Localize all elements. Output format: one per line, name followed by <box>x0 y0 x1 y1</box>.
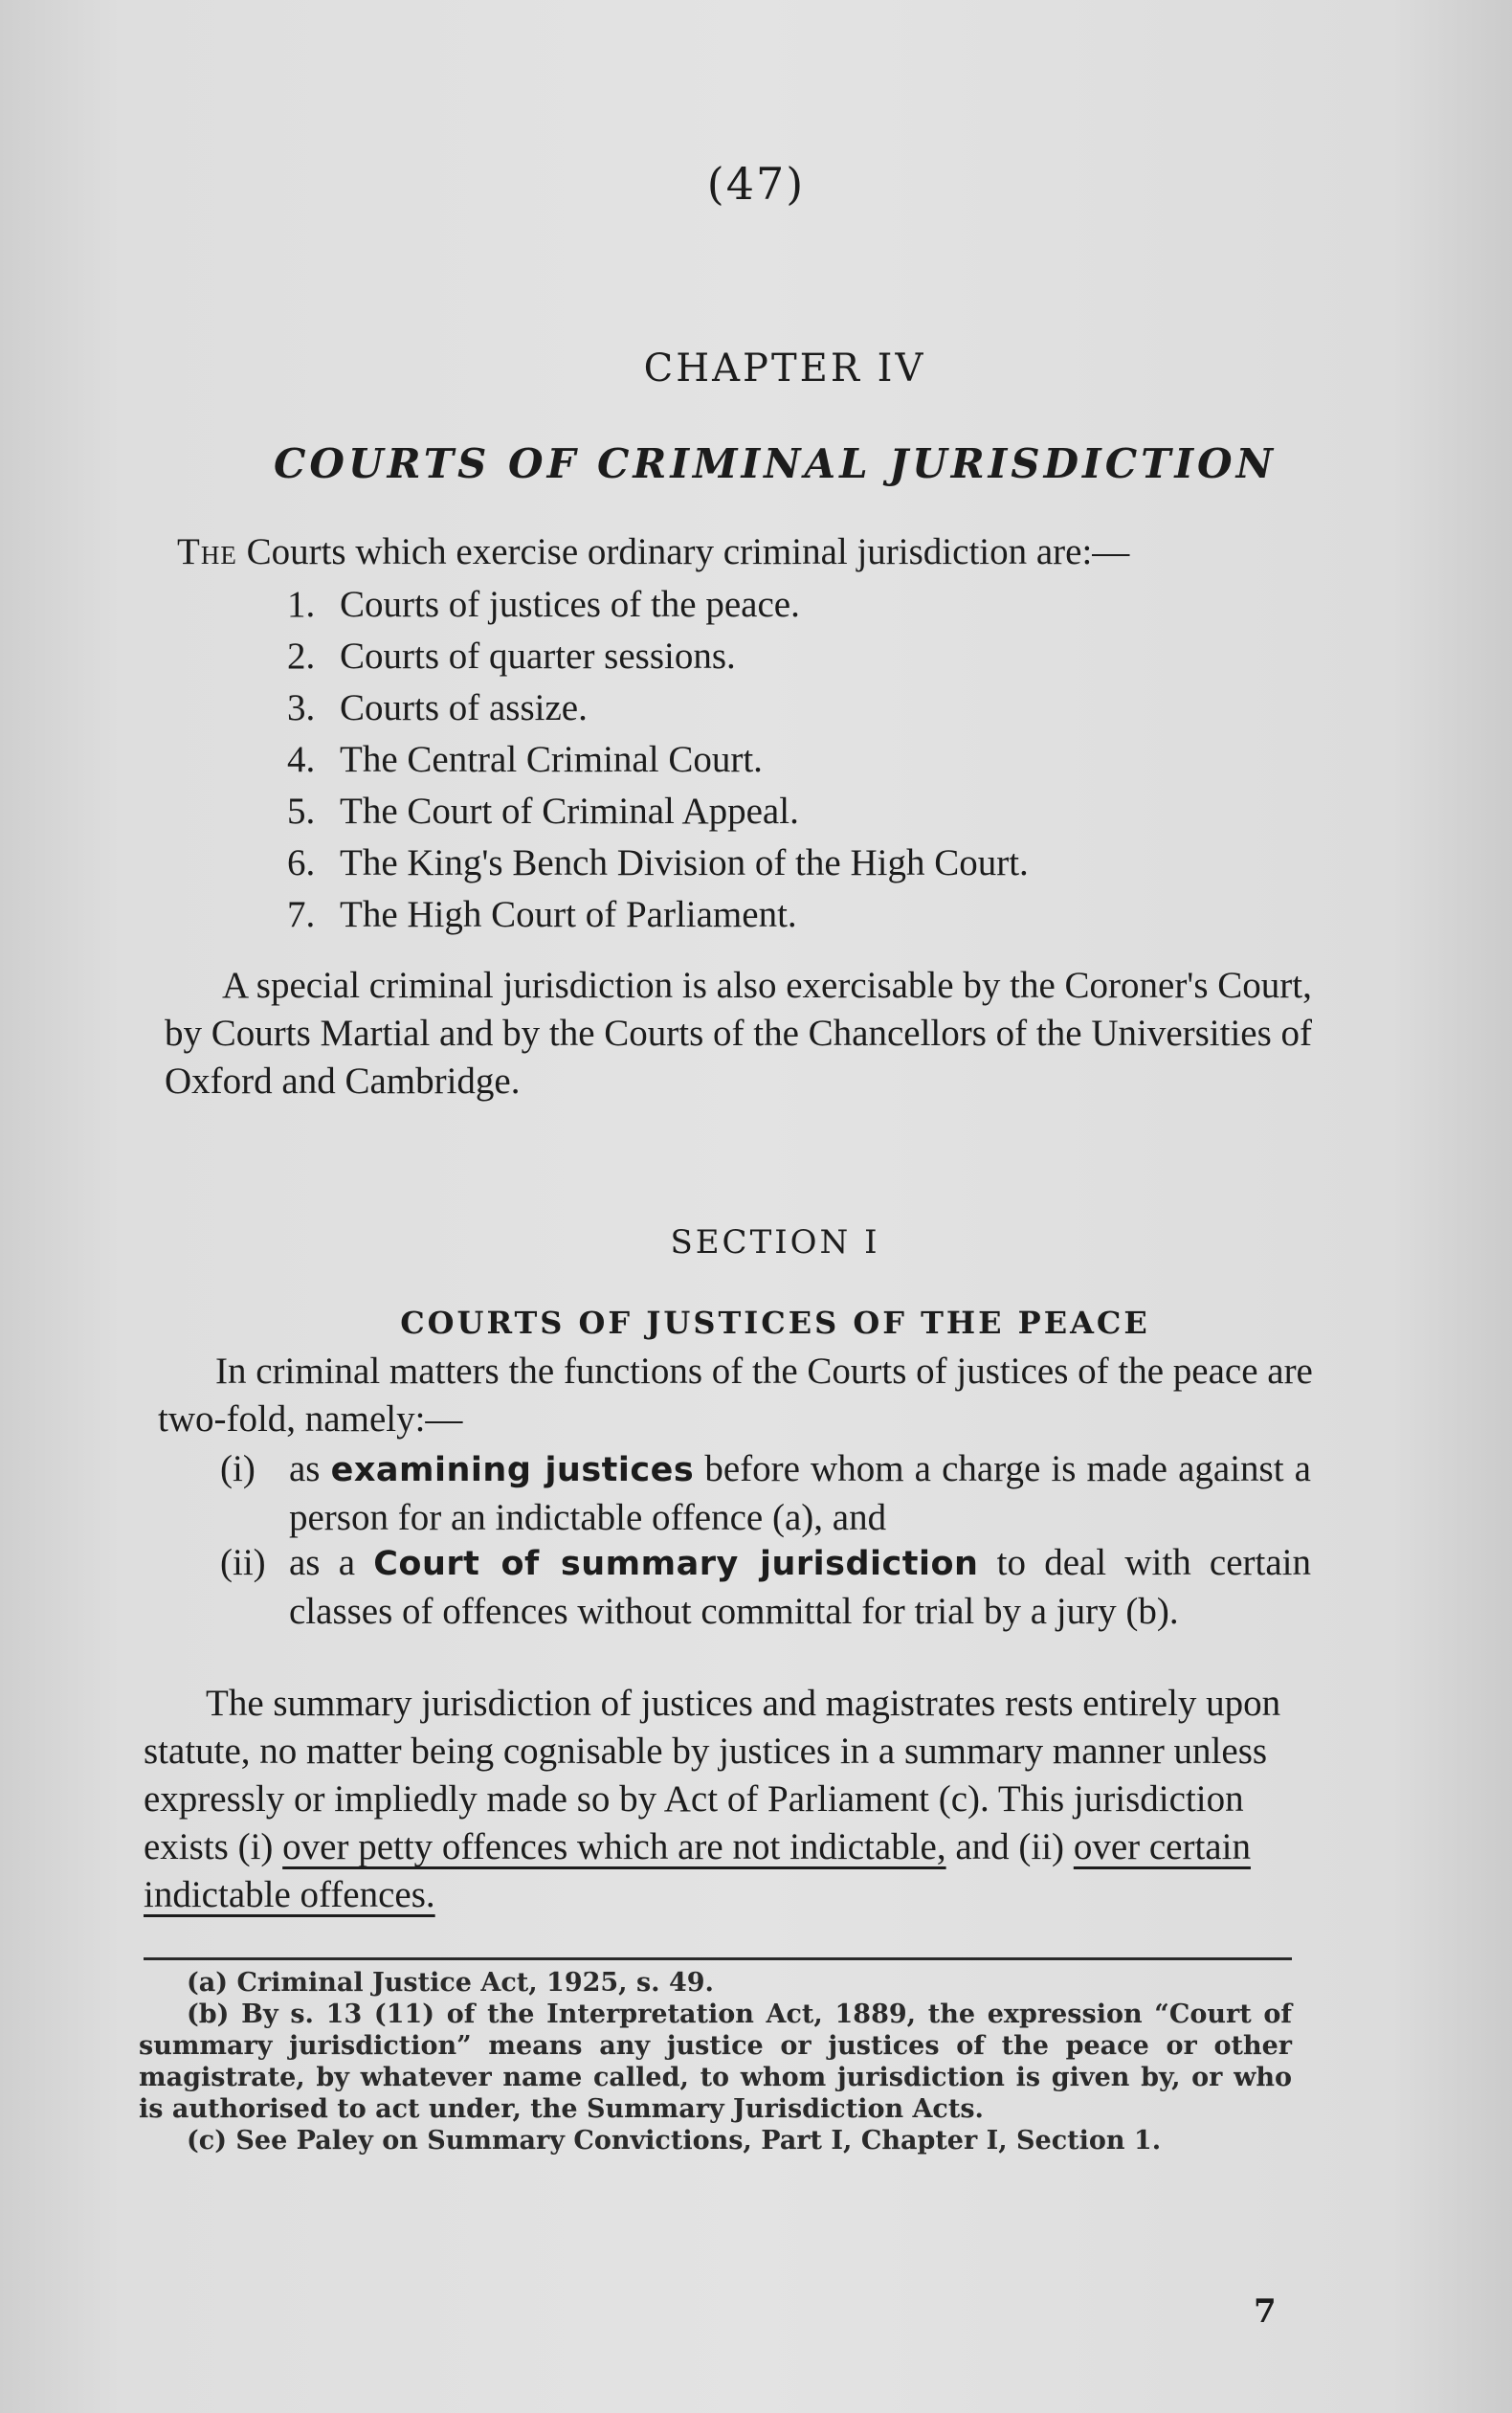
chapter-heading: CHAPTER IV <box>643 346 926 391</box>
list-item <box>287 682 1244 734</box>
function-pre: as a <box>289 1542 374 1583</box>
function-item <box>220 1445 1311 1542</box>
list-item <box>287 786 1244 838</box>
function-item <box>220 1539 1311 1636</box>
intro-text: Courts which exercise ordinary criminal jurisdiction are:— <box>236 531 1130 572</box>
list-item-text: Courts of justices of the peace. <box>340 584 800 625</box>
list-item-number: 2. <box>287 636 316 677</box>
footnote: (c) See Paley on Summary Convictions, Part I, Chapter I, Section 1. <box>187 2126 1162 2156</box>
list-item-text: The Court of Criminal Appeal. <box>340 791 799 832</box>
list-item-text: The King's Bench Division of the High Court. <box>340 842 1029 883</box>
signature-mark: 7 <box>1254 2292 1277 2331</box>
list-item-text: Courts of quarter sessions. <box>340 636 736 677</box>
list-item <box>287 734 1244 786</box>
list-item <box>287 889 1244 941</box>
underlined-petty-offences: over petty offences which are not indictable, <box>282 1826 946 1867</box>
function-pre: as <box>289 1448 331 1489</box>
list-item-number: 6. <box>287 842 316 883</box>
summary-jurisdiction-paragraph <box>144 1680 1297 1919</box>
list-item <box>287 838 1244 889</box>
list-item-number: 5. <box>287 791 316 832</box>
list-item-text: The Central Criminal Court. <box>340 739 763 780</box>
function-numeral: (i) <box>220 1448 256 1489</box>
list-item <box>287 579 1244 631</box>
special-jurisdiction-paragraph: A special criminal jurisdiction is also exercisable by the Coroner's Court, by Courts Martial and by the Courts of the Chancellors of the Universities of Oxford and Cambridge. <box>165 965 1313 1102</box>
list-item-number: 4. <box>287 739 316 780</box>
section-heading: SECTION I <box>670 1223 880 1262</box>
intro-lead: The <box>177 531 237 572</box>
function-post: before whom a charge is made against a person for an indictable offence (a), and <box>289 1448 1311 1538</box>
function-numeral: (ii) <box>220 1542 266 1583</box>
list-item-text: The High Court of Parliament. <box>340 894 797 935</box>
function-term: Court of summary jurisdiction <box>373 1545 979 1583</box>
page-number: (47) <box>706 158 806 210</box>
footnote-rule <box>144 1957 1292 1960</box>
function-text <box>289 1539 1311 1636</box>
footnote: (b) By s. 13 (11) of the Interpretation Act, 1889, the expression “Court of summary jurisdiction” means any justice or justices of the peace or other magistrate, by whatever name called, to whom jurisdiction is given by, or who is authorised to act under, the Summary Jurisdiction Acts. <box>139 2000 1292 2124</box>
footnotes <box>139 1967 1292 2156</box>
function-text <box>289 1445 1311 1542</box>
courts-list <box>287 579 1244 941</box>
section-title: COURTS OF JUSTICES OF THE PEACE <box>400 1305 1150 1341</box>
list-item-text: Courts of assize. <box>340 687 588 728</box>
list-item-number: 7. <box>287 894 316 935</box>
criminal-matters-paragraph: In criminal matters the functions of the Courts of justices of the peace are two-fold, namely:— <box>158 1351 1313 1440</box>
list-item-number: 1. <box>287 584 316 625</box>
function-post: to deal with certain classes of offences without committal for trial by a jury (b). <box>289 1542 1311 1632</box>
intro-paragraph <box>177 526 1316 578</box>
function-term: examining justices <box>330 1451 695 1489</box>
summary-mid: and (ii) <box>945 1826 1074 1867</box>
list-item <box>287 631 1244 682</box>
list-item-number: 3. <box>287 687 316 728</box>
summary-text: The summary jurisdiction of justices and magistrates rests entirely upon statute, no matter being cognisable by justices in a summary manner unless expressly or impliedly made so by Act of Parliament (c). This jurisdiction exists (i) <box>144 1683 1281 1867</box>
footnote: (a) Criminal Justice Act, 1925, s. 49. <box>187 1968 714 1998</box>
chapter-title: COURTS OF CRIMINAL JURISDICTION <box>273 440 1278 487</box>
underlined-indictable-offences: over certain indictable offences. <box>144 1826 1251 1915</box>
